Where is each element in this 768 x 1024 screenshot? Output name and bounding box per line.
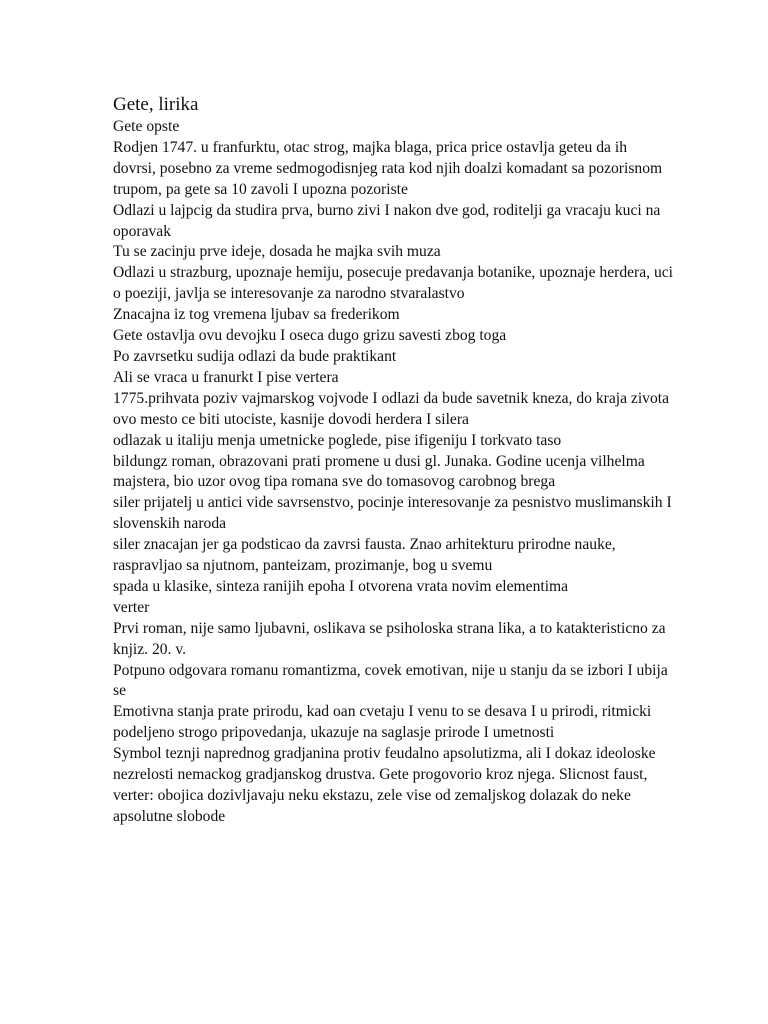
paragraph: bildungz roman, obrazovani prati promene u dusi gl. Junaka. Godine ucenja vilhelma majstera, bio uzor ovog tipa romana sve do tomasovog carobnog brega: [113, 452, 645, 491]
paragraph: odlazak u italiju menja umetnicke poglede, pise ifigeniju I torkvato taso: [113, 431, 562, 449]
paragraph: spada u klasike, sinteza ranijih epoha I otvorena vrata novim elementima: [113, 577, 569, 595]
paragraph: Rodjen 1747. u franfurktu, otac strog, majka blaga, prica price ostavlja geteu da ih dovrsi, posebno za vreme sedmogodisnjeg rata kod njih doalzi komadant sa pozorisnom trupom, pa gete sa 10 zavoli I upozna pozoriste: [113, 138, 663, 198]
paragraph: Emotivna stanja prate prirodu, kad oan cvetaju I venu to se desava I u prirodi, ritmicki podeljeno strogo pripovedanja, ukazuje na saglasje prirode I umetnosti: [113, 703, 652, 742]
paragraph: Po zavrsetku sudija odlazi da bude praktikant: [113, 347, 397, 365]
document-title: Gete, lirika: [113, 94, 199, 115]
document-body: [113, 93, 673, 828]
paragraph: Symbol teznji naprednog gradjanina protiv feudalno apsolutizma, ali I dokaz ideoloske nezrelosti nemackog gradjanskog drustva. Gete progovorio kroz njega. Slicnost faust, verter: obojica dozivljavaju neku ekstazu, zele vise od zemaljskog dolazak do neke apsolutne slobode: [113, 745, 656, 825]
paragraph: Tu se zacinju prve ideje, dosada he majka svih muza: [113, 243, 441, 261]
paragraph: Prvi roman, nije samo ljubavni, oslikava se psiholoska strana lika, a to katakteristicno za knjiz. 20. v.: [113, 619, 666, 658]
paragraph: Odlazi u lajpcig da studira prva, burno zivi I nakon dve god, roditelji ga vracaju kuci na oporavak: [113, 201, 661, 240]
paragraph: Gete opste: [113, 118, 180, 135]
paragraph: siler znacajan jer ga podsticao da zavrsi fausta. Znao arhitekturu prirodne nauke, raspravljao sa njutnom, panteizam, prozimanje, bog u svemu: [113, 536, 616, 575]
paragraph: 1775.prihvata poziv vajmarskog vojvode I odlazi da bude savetnik kneza, do kraja zivota ovo mesto ce biti utociste, kasnije dovodi herdera I silera: [113, 389, 669, 428]
paragraph: Znacajna iz tog vremena ljubav sa frederikom: [113, 306, 400, 324]
paragraph: Potpuno odgovara romanu romantizma, covek emotivan, nije u stanju da se izbori I ubija se: [113, 661, 668, 700]
paragraph: Ali se vraca u franurkt I pise vertera: [113, 368, 339, 386]
paragraph: siler prijatelj u antici vide savrsenstvo, pocinje interesovanje za pesnistvo muslimanskih I slovenskih naroda: [113, 494, 672, 533]
paragraph: Odlazi u strazburg, upoznaje hemiju, posecuje predavanja botanike, upoznaje herdera, uci o poeziji, javlja se interesovanje za narodno stvaralastvo: [113, 264, 673, 303]
paragraph: verter: [113, 598, 150, 616]
paragraph: Gete ostavlja ovu devojku I oseca dugo grizu savesti zbog toga: [113, 327, 507, 345]
